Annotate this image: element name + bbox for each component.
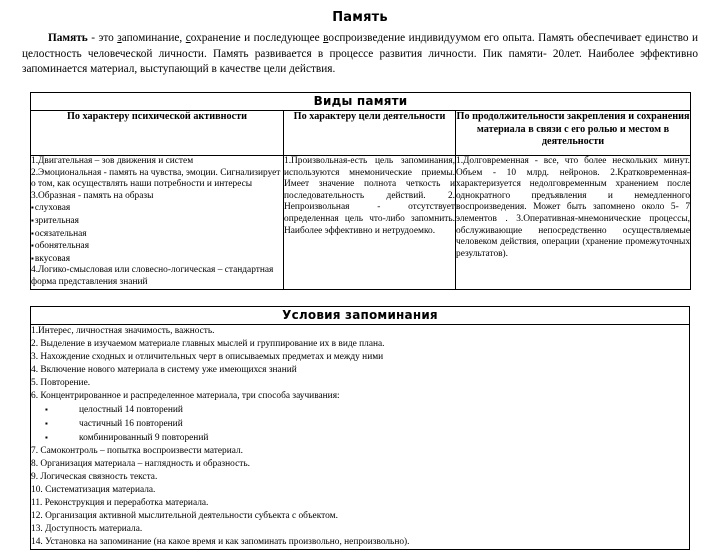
col1-bullet-3: ▪ осязательная (31, 228, 283, 241)
intro-lead-term: Память (48, 32, 88, 44)
condition-item-2: 2. Выделение в изучаемом материале главных мыслей и группирование их в виде плана. (31, 339, 385, 349)
condition-item-10: 10. Систематизация материала. (31, 485, 156, 495)
condition-item-8: 8. Организация материала – наглядность и образность. (31, 459, 250, 469)
condition-subitem-2: ▪ частичный 16 повторений (31, 417, 689, 431)
condition-item-6: 6. Концентрированное и распределенное материала, три способа заучивания: (31, 391, 340, 401)
types-cell-purpose-of-activity: 1.Произвольная-есть цель запоминания, используются мнемонические приемы. Имеет значение полнота четкость и последовательность действий. 2. Непроизвольная - отсутствует определенная цель что-либо запомнить. Наиболее эффективно и нетрудоемко. (284, 156, 456, 290)
types-of-memory-table (30, 92, 691, 290)
page-title: Память (332, 10, 388, 25)
types-band-row (31, 93, 691, 111)
intro-paragraph (22, 31, 698, 78)
types-content-row (31, 156, 691, 290)
condition-item-5: 5. Повторение. (31, 378, 91, 388)
condition-subitem-1: ▪ целостный 14 повторений (31, 403, 689, 417)
condition-item-7: 7. Самоконтроль – попытка воспроизвести материал. (31, 446, 243, 456)
intro-underline-1: з (117, 32, 122, 44)
types-cell-psychic-activity (31, 156, 284, 290)
intro-text-4: оспроизведение индивидуумом его опыта. Память обеспечивает единство и целостность человеческой личности. Память развивается в процессе развития личности. Пик памяти- 20лет. Наиболее эффективно запоминается материал, выступающий в качестве цели действия. (22, 32, 699, 75)
col1-line-3: 3.Образная - память на образы (31, 190, 154, 201)
condition-item-12: 12. Организация активной мыслительной деятельности субъекта с объектом. (31, 511, 338, 521)
col1-bullet-5: ▪ вкусовая (31, 253, 283, 266)
col1-bullet-2: ▪ зрительная (31, 215, 283, 228)
col1-line-2: 2.Эмоциональная - память на чувства, эмоции. Сигнализирует о том, как осуществлять наши потребности и интересы (31, 167, 281, 190)
intro-text-2: апоминание, (121, 32, 186, 44)
intro-dash: - (87, 32, 99, 44)
condition-item-13: 13. Доступность материала. (31, 524, 143, 534)
types-band-title: Виды памяти (31, 93, 691, 111)
intro-underline-3: в (323, 32, 329, 44)
types-column-header-3: По продолжительности закрепления и сохранения материала в связи с его ролью и местом в деятельности (456, 111, 691, 156)
condition-subitem-3: ▪ комбинированный 9 повторений (31, 431, 689, 445)
types-cell-duration-of-retention: 1.Долговременная - все, что более нескольких минут. Объем - 10 млрд. нейронов. 2.Кратковременная-характеризуется недолговременным хранением после однократного предъявления и немедленного воспроизведения. Может быть запомнено около 5- 7 элементов . 3.Оперативная-мнемонические процессы, обслуживающие непосредственно осуществляемые человеком действия, операции (хранение промежуточных результатов). (456, 156, 691, 290)
conditions-list (31, 325, 690, 550)
intro-text-3: охранение и последующее (190, 32, 324, 44)
col1-line-1: 1.Двигательная – зов движения и систем (31, 156, 194, 166)
condition-item-3: 3. Нахождение сходных и отличительных черт в описываемых предметах и между ними (31, 352, 384, 362)
col1-tail: 4.Логико-смысловая или словесно-логическая – стандартная форма представления знаний (31, 265, 274, 287)
condition-item-1: 1.Интерес, личностная значимость, важность. (31, 326, 215, 336)
intro-underline-2: с (185, 32, 191, 44)
types-header-row (31, 111, 691, 156)
condition-item-14: 14. Установка на запоминание (на какое время и как запоминать произвольно, непроизвольно). (31, 537, 410, 547)
condition-item-4: 4. Включение нового материала в систему уже имеющихся знаний (31, 365, 297, 375)
conditions-content-row (31, 325, 690, 550)
condition-item-11: 11. Реконструкция и переработка материала. (31, 498, 209, 508)
intro-text-1: это (98, 32, 118, 44)
conditions-band-row (31, 307, 690, 325)
condition-item-9: 9. Логическая связность текста. (31, 472, 158, 482)
conditions-band-title: Условия запоминания (31, 307, 690, 325)
col1-bullet-4: ▪ обонятельная (31, 240, 283, 253)
conditions-of-memorizing-table (30, 306, 690, 550)
types-column-header-1: По характеру психической активности (31, 111, 284, 156)
types-column-header-2: По характеру цели деятельности (284, 111, 456, 156)
col1-bullet-1: ▪ слуховая (31, 202, 283, 215)
